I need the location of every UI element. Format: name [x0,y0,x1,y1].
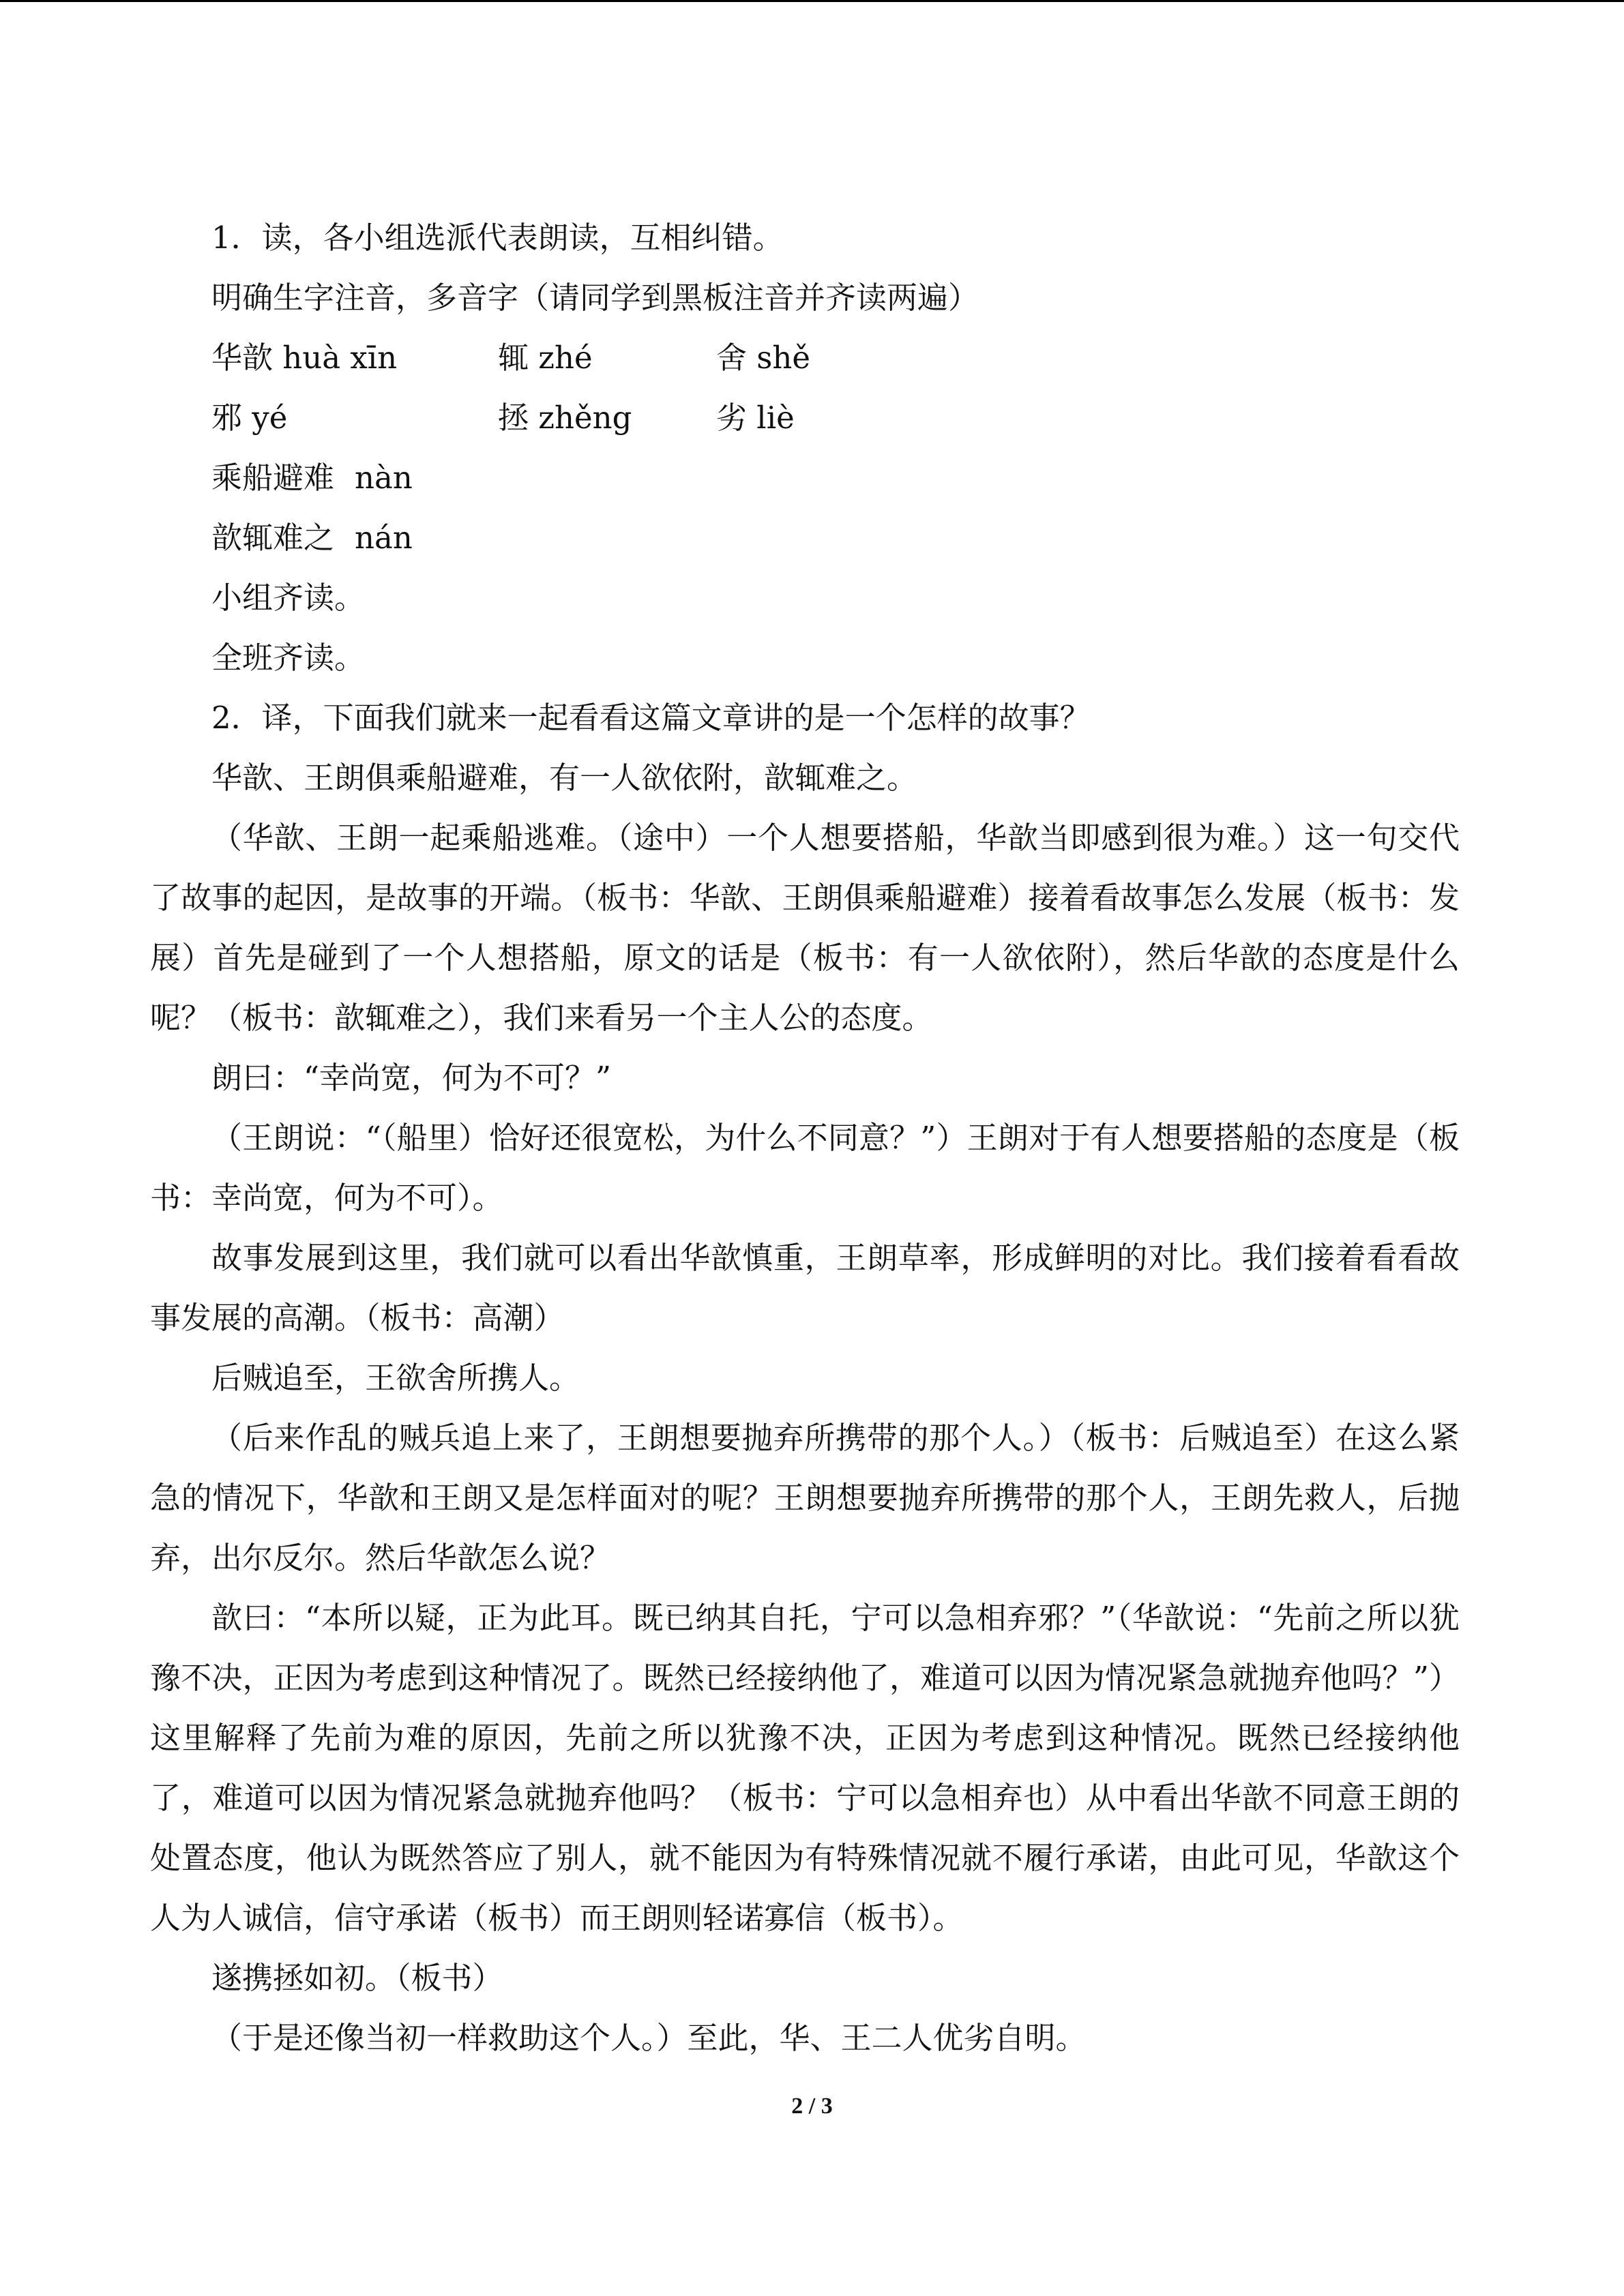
pinyin-item: 劣 liè [716,400,795,436]
original-text-line: 后贼追至，王欲舍所携人。 [211,1360,580,1396]
step-read-heading: 1．读，各小组选派代表朗读，互相纠错。 [211,220,784,256]
page-number: 2 / 3 [791,2093,833,2119]
pinyin-item: 华歆 huà xīn [211,340,398,376]
polyphone-phrase: 乘船避难 [211,460,335,496]
polyphone-line [150,448,1460,508]
paragraph-conclusion: （于是还像当初一样救助这个人。）至此，华、王二人优劣自明。 [211,2020,1087,2056]
pinyin-row-2 [150,388,1460,448]
step-translate-heading: 2．译，下面我们就来一起看看这篇文章讲的是一个怎样的故事？ [211,700,1091,736]
group-read-line: 小组齐读。 [211,580,366,616]
original-text-line: 华歆、王朗俱乘船避难，有一人欲依附，歆辄难之。 [211,760,918,796]
original-text-line: 遂携拯如初。（板书） [211,1960,503,1996]
polyphone-reading: nàn [355,460,413,496]
quote-wang-lang: 朗曰：“幸尚宽，何为不可？” [211,1060,612,1096]
paragraph-contrast: 故事发展到这里，我们就可以看出华歆慎重，王朗草率，形成鲜明的对比。我们接着看看故事发展的高潮。（板书：高潮） [150,1240,1460,1336]
pinyin-item: 辄 zhé [498,340,593,376]
paragraph-hua-xin-reply: 歆曰：“本所以疑，正为此耳。既已纳其自托，宁可以急相弃邪？”（华歆说：“先前之所以犹豫不决，正因为考虑到这种情况了。既然已经接纳他了，难道可以因为情况紧急就抛弃他吗？”）这里解释了先前为难的原因，先前之所以犹豫不决，正因为考虑到这种情况。既然已经接纳他了，难道可以因为情况紧急就抛弃他吗？（板书：宁可以急相弃也）从中看出华歆不同意王朗的处置态度，他认为既然答应了别人，就不能因为有特殊情况就不履行承诺，由此可见，华歆这个人为人诚信，信守承诺（板书）而王朗则轻诺寡信（板书）。 [150,1600,1460,1936]
class-read-line: 全班齐读。 [211,640,366,676]
pinyin-item: 舍 shě [716,340,811,376]
document-page [150,208,1460,2068]
pronunciation-intro: 明确生字注音，多音字（请同学到黑板注音并齐读两遍） [211,280,979,316]
polyphone-line [150,508,1460,568]
paragraph-beginning: （华歆、王朗一起乘船逃难。（途中）一个人想要搭船，华歆当即感到很为难。）这一句交代了故事的起因，是故事的开端。（板书：华歆、王朗俱乘船避难）接着看故事怎么发展（板书：发展）首先是碰到了一个人想搭船，原文的话是（板书：有一人欲依附），然后华歆的态度是什么呢？（板书：歆辄难之），我们来看另一个主人公的态度。 [150,820,1460,1036]
pinyin-row-1 [150,328,1460,388]
paragraph-climax: （后来作乱的贼兵追上来了，王朗想要抛弃所携带的那个人。）（板书：后贼追至）在这么紧急的情况下，华歆和王朗又是怎样面对的呢？王朗想要抛弃所携带的那个人，王朗先救人，后抛弃，出尔反尔。然后华歆怎么说？ [150,1420,1460,1576]
pinyin-item: 邪 yé [211,400,288,436]
polyphone-reading: nán [355,520,413,556]
paragraph-wang-attitude: （王朗说：“（船里）恰好还很宽松，为什么不同意？”）王朗对于有人想要搭船的态度是（板书：幸尚宽，何为不可）。 [150,1120,1460,1216]
top-border-line [0,0,1624,2]
polyphone-phrase: 歆辄难之 [211,520,335,556]
pinyin-item: 拯 zhěng [498,400,632,436]
